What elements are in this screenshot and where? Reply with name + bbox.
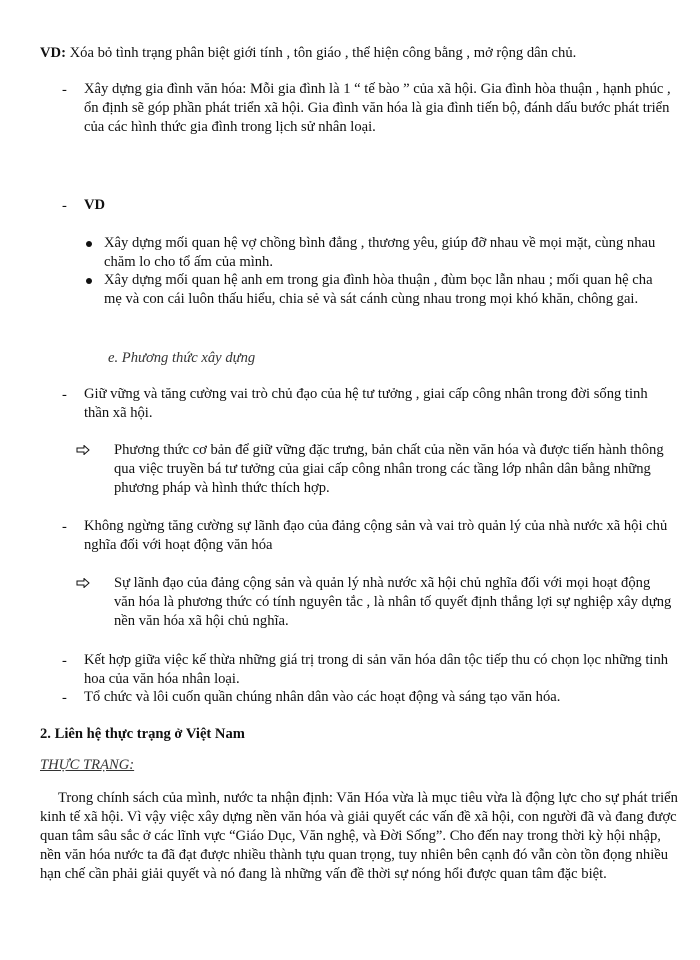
method-explanation: Sự lãnh đạo của đảng cộng sản và quản lý nhà nước xã hội chủ nghĩa đối với mọi hoạt động văn hóa là phương thức có tính nguyên tắc , là nhân tố quyết định thắng lợi sự nghiệp xây dựng nền văn hóa xã hội chủ nghĩa. (114, 575, 672, 629)
vd-label: VD: (40, 45, 66, 61)
vd-text: Xóa bỏ tình trạng phân biệt giới tính , tôn giáo , thể hiện công bằng , mở rộng dân chủ. (69, 45, 577, 61)
bullet-item: Xây dựng mối quan hệ vợ chồng bình đẳng , thương yêu, giúp đỡ nhau về mọi mặt, cùng nhau chăm lo cho tổ ấm của mình. (104, 235, 656, 270)
method-item: Giữ vững và tăng cường vai trò chủ đạo của hệ tư tưởng , giai cấp công nhân trong đời sống tinh thần xã hội. (84, 386, 648, 421)
dash-marker: - (62, 198, 67, 214)
dash-marker: - (62, 519, 67, 535)
arrow-right-icon (76, 442, 90, 461)
vd-label-2: VD (84, 197, 106, 213)
method-item: Tổ chức và lôi cuốn quần chúng nhân dân vào các hoạt động và sáng tạo văn hóa. (84, 689, 561, 705)
dash-marker: - (62, 690, 67, 706)
vd-line (40, 44, 680, 63)
section-2-title: 2. Liên hệ thực trạng ở Việt Nam (40, 726, 245, 742)
family-culture-item: Xây dựng gia đình văn hóa: Mỗi gia đình là 1 “ tế bào ” của xã hội. Gia đình hòa thuận , hạnh phúc , ổn định sẽ góp phần phát triển xã hội. Gia đình văn hóa là gia đình tiến bộ, đánh dấu bước phát triển của các hình thức gia đình trong lịch sử nhân loại. (84, 81, 671, 135)
section-e-title: e. Phương thức xây dựng (108, 350, 256, 366)
thuc-trang-label: THỰC TRẠNG: (40, 757, 135, 773)
status-paragraph: Trong chính sách của mình, nước ta nhận định: Văn Hóa vừa là mục tiêu vừa là động lực cho sự phát triển kinh tế xã hội. Vì vậy việc xây dựng nền văn hóa và giải quyết các vấn đề xã hội, con người đã và đang được quan tâm sâu sắc ở các lĩnh vực “Giáo Dục, Văn nghệ, và Đời Sống”. Cho đến nay trong thời kỳ hội nhập, nền văn hóa nước ta đã đạt được nhiều thành tựu quan trọng, tuy nhiên bên cạnh đó vẫn còn tồn đọng nhiều hạn chế cần phải giải quyết và nó đang là những vấn đề thời sự nóng hổi được quan tâm đặc biệt. (40, 790, 678, 882)
method-explanation: Phương thức cơ bản để giữ vững đặc trưng, bản chất của nền văn hóa và được tiến hành thông qua việc truyền bá tư tưởng của giai cấp công nhân trong các tầng lớp nhân dân bằng những phương pháp và hình thức thích hợp. (114, 442, 664, 496)
bullet-icon (86, 278, 92, 284)
dash-marker: - (62, 653, 67, 669)
dash-marker: - (62, 82, 67, 98)
method-item: Kết hợp giữa việc kế thừa những giá trị trong di sản văn hóa dân tộc tiếp thu có chọn lọc những tinh hoa của văn hóa nhân loại. (84, 652, 669, 687)
arrow-right-icon (76, 575, 90, 594)
dash-marker: - (62, 387, 67, 403)
method-item: Không ngừng tăng cường sự lãnh đạo của đảng cộng sản và vai trò quản lý của nhà nước xã hội chủ nghĩa đối với hoạt động văn hóa (84, 518, 668, 553)
bullet-item: Xây dựng mối quan hệ anh em trong gia đình hòa thuận , đùm bọc lẫn nhau ; mối quan hệ cha mẹ và con cái luôn thấu hiểu, chia sẻ và sát cánh cùng nhau trong mọi khó khăn, chông gai. (104, 272, 653, 307)
bullet-icon (86, 241, 92, 247)
